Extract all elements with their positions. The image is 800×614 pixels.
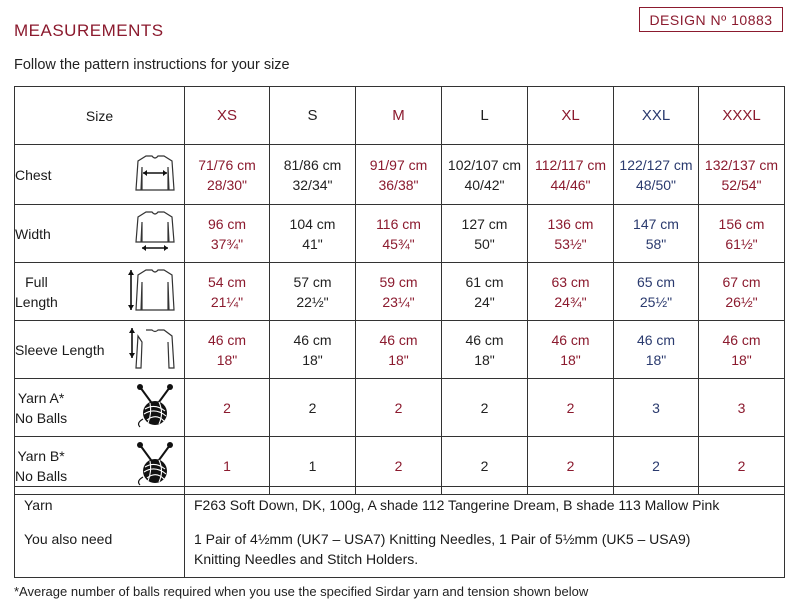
- cell-value: 122/127 cm: [619, 156, 693, 173]
- cell-value: 18": [388, 351, 409, 368]
- value-cell: [356, 263, 442, 321]
- cell-value: 52/54": [721, 176, 762, 193]
- value-cell: [356, 145, 442, 205]
- cell-value: 71/76 cm: [198, 156, 256, 173]
- cell-value: 24": [474, 293, 495, 310]
- cell-value: 127 cm: [461, 215, 508, 232]
- cell-value: 54 cm: [207, 273, 247, 290]
- value-cell: [699, 263, 785, 321]
- cell-value: 1: [308, 457, 317, 474]
- cell-value: 24¾": [554, 293, 587, 310]
- also-need-value-line1: 1 Pair of 4½mm (UK7 – USA7) Knitting Needles, 1 Pair of 5½mm (UK5 – USA9): [194, 531, 691, 547]
- cell-value: 36/38": [378, 176, 419, 193]
- row-label-line: No Balls: [15, 409, 68, 426]
- cell-value: 112/117 cm: [534, 156, 607, 173]
- cell-value: 102/107 cm: [447, 156, 522, 173]
- cell-value: 21¼": [210, 293, 244, 310]
- yarn-value: F263 Soft Down, DK, 100g, A shade 112 Tangerine Dream, B shade 113 Mallow Pink: [194, 497, 720, 513]
- value-cell: [442, 145, 528, 205]
- cell-value: 45¾": [382, 235, 415, 252]
- row-label-line: Sleeve Length: [15, 341, 105, 358]
- cell-value: 156 cm: [718, 215, 765, 232]
- cell-value: 46 cm: [293, 331, 332, 348]
- value-cell: [614, 321, 699, 379]
- cell-value: 61½": [725, 235, 758, 252]
- yarn-ball-icon: [132, 441, 178, 490]
- cell-value: 48/50": [635, 176, 676, 193]
- cell-value: 2: [566, 457, 575, 474]
- value-cell: [528, 263, 614, 321]
- table-row: [15, 263, 785, 321]
- cell-value: 46 cm: [379, 331, 418, 348]
- cell-value: 104 cm: [289, 215, 336, 232]
- size-label: Size: [15, 87, 185, 145]
- cell-value: 3: [737, 399, 746, 416]
- value-cell: [528, 205, 614, 263]
- value-cell: [528, 321, 614, 379]
- cell-value: 46 cm: [465, 331, 504, 348]
- cell-value: 67 cm: [722, 273, 761, 290]
- yarn-label: Yarn: [24, 497, 53, 513]
- value-cell: [185, 263, 270, 321]
- page-title: MEASUREMENTS: [14, 21, 164, 40]
- cell-value: 3: [652, 399, 660, 416]
- chest-measure-icon: [132, 153, 178, 196]
- cell-value: 2: [394, 457, 403, 474]
- row-label: [15, 340, 105, 360]
- cell-value: 91/97 cm: [369, 156, 428, 173]
- value-cell: [699, 379, 785, 437]
- cell-value: 44/46": [550, 176, 591, 193]
- row-label-line: Yarn B*: [17, 447, 65, 464]
- value-cell: [356, 205, 442, 263]
- design-number-box: DESIGN Nº 10883: [639, 7, 783, 32]
- value-cell: [699, 205, 785, 263]
- row-label: [15, 388, 67, 428]
- materials-table: [14, 486, 785, 578]
- also-need-label: You also need: [24, 531, 113, 547]
- row-label-line: Length: [15, 293, 58, 310]
- table-row: [15, 205, 785, 263]
- cell-value: 46 cm: [207, 331, 247, 348]
- table-row: [15, 321, 785, 379]
- size-header-row: [15, 87, 785, 145]
- yarn-ball-icon: [132, 383, 178, 432]
- row-label-line: Full: [25, 273, 48, 290]
- row-label-line: Chest: [15, 166, 52, 183]
- cell-value: 26½": [725, 293, 758, 310]
- cell-value: 2: [566, 399, 575, 416]
- value-cell: [270, 205, 356, 263]
- length-measure-icon: [126, 266, 178, 317]
- cell-value: 46 cm: [722, 331, 761, 348]
- size-xs: XS: [185, 87, 270, 145]
- value-cell: [699, 321, 785, 379]
- table-row: [15, 379, 785, 437]
- value-cell: [270, 145, 356, 205]
- measurements-table: [14, 86, 785, 495]
- value-cell: [614, 145, 699, 205]
- cell-value: 116 cm: [376, 215, 421, 232]
- cell-value: 2: [480, 457, 489, 474]
- cell-value: 46 cm: [636, 331, 676, 348]
- cell-value: 2: [223, 399, 231, 416]
- width-measure-icon: [132, 210, 178, 257]
- value-cell: [270, 263, 356, 321]
- cell-value: 136 cm: [547, 215, 594, 232]
- value-cell: [185, 321, 270, 379]
- row-label-line: Width: [15, 225, 51, 242]
- cell-value: 25½": [639, 293, 673, 310]
- value-cell: [185, 379, 270, 437]
- cell-value: 41": [302, 235, 323, 252]
- row-label: [15, 272, 58, 312]
- cell-value: 18": [560, 351, 581, 368]
- cell-value: 18": [645, 351, 667, 368]
- footnote: *Average number of balls required when you use the specified Sirdar yarn and tension shown below: [14, 584, 589, 599]
- value-cell: [185, 145, 270, 205]
- size-xxl: XXL: [614, 87, 699, 145]
- table-row: [15, 145, 785, 205]
- cell-value: 132/137 cm: [704, 156, 779, 173]
- row-label: [15, 224, 51, 244]
- size-s: S: [270, 87, 356, 145]
- cell-value: 57 cm: [293, 273, 332, 290]
- value-cell: [614, 263, 699, 321]
- cell-value: 37¾": [210, 235, 244, 252]
- cell-value: 2: [394, 399, 403, 416]
- cell-value: 18": [731, 351, 752, 368]
- value-cell: [442, 205, 528, 263]
- value-cell: [528, 145, 614, 205]
- value-cell: [185, 205, 270, 263]
- cell-value: 40/42": [464, 176, 505, 193]
- cell-value: 81/86 cm: [283, 156, 342, 173]
- cell-value: 59 cm: [379, 273, 418, 290]
- cell-value: 61 cm: [465, 273, 504, 290]
- cell-value: 18": [302, 351, 323, 368]
- value-cell: [614, 205, 699, 263]
- size-m: M: [356, 87, 442, 145]
- value-cell: [442, 321, 528, 379]
- cell-value: 32/34": [292, 176, 333, 193]
- sleeve-measure-icon: [126, 324, 178, 375]
- value-cell: [442, 263, 528, 321]
- cell-value: 58": [645, 235, 667, 252]
- cell-value: 53½": [554, 235, 587, 252]
- size-l: L: [442, 87, 528, 145]
- cell-value: 2: [737, 457, 746, 474]
- cell-value: 18": [216, 351, 238, 368]
- value-cell: [699, 145, 785, 205]
- cell-value: 147 cm: [633, 215, 679, 232]
- cell-value: 23¼": [382, 293, 415, 310]
- value-cell: [270, 321, 356, 379]
- subtitle: Follow the pattern instructions for your size: [14, 57, 290, 73]
- cell-value: 2: [480, 399, 489, 416]
- row-label-line: No Balls: [15, 467, 68, 484]
- row-label: [15, 165, 52, 185]
- cell-value: 65 cm: [636, 273, 676, 290]
- value-cell: [356, 321, 442, 379]
- cell-value: 18": [474, 351, 495, 368]
- size-xxxl: XXXL: [699, 87, 785, 145]
- also-need-value-line2: Knitting Needles and Stitch Holders.: [194, 551, 419, 567]
- cell-value: 46 cm: [551, 331, 590, 348]
- value-cell: [442, 379, 528, 437]
- cell-value: 28/30": [206, 176, 247, 193]
- cell-value: 1: [223, 457, 231, 474]
- size-xl: XL: [528, 87, 614, 145]
- value-cell: [614, 379, 699, 437]
- cell-value: 2: [308, 399, 317, 416]
- value-cell: [356, 379, 442, 437]
- cell-value: 50": [474, 235, 495, 252]
- row-label-line: Yarn A*: [17, 389, 65, 406]
- value-cell: [270, 379, 356, 437]
- value-cell: [528, 379, 614, 437]
- cell-value: 2: [652, 457, 660, 474]
- row-label: [15, 446, 67, 486]
- cell-value: 96 cm: [207, 215, 247, 232]
- cell-value: 63 cm: [551, 273, 590, 290]
- cell-value: 22½": [296, 293, 329, 310]
